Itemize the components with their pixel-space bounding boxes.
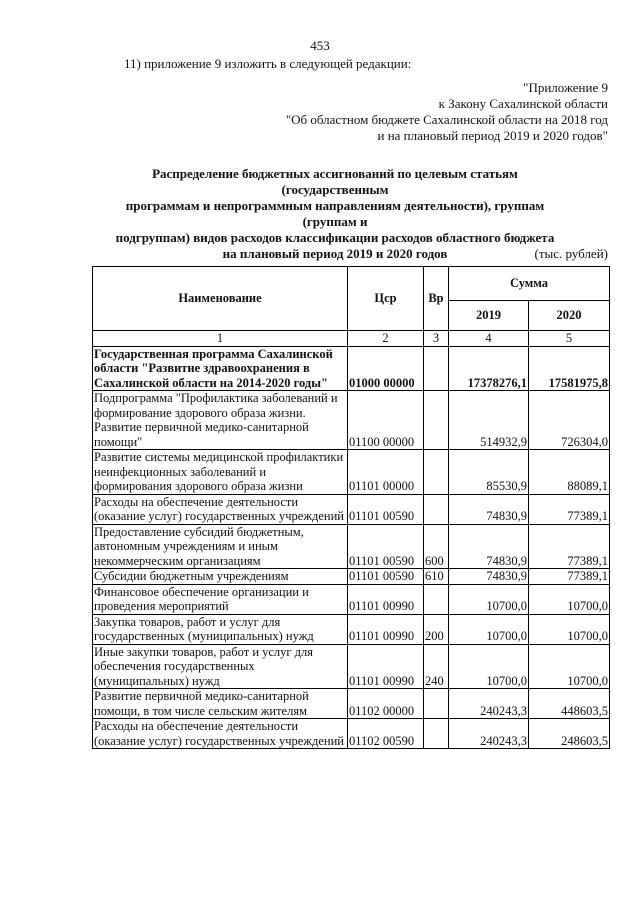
- row-csr-code: 01101 00990: [348, 644, 424, 689]
- row-amount-2019: 514932,9: [449, 391, 529, 450]
- table-row: [93, 614, 610, 644]
- row-name: Развитие первичной медико-санитарной помощи, в том числе сельским жителям: [93, 689, 348, 719]
- row-amount-2019: 74830,9: [449, 494, 529, 524]
- row-vr-code: 610: [424, 569, 449, 585]
- appendix-line: "Об областном бюджете Сахалинской области на 2018 год: [285, 112, 608, 127]
- row-csr-code: 01000 00000: [348, 346, 424, 391]
- table-row: [93, 450, 610, 495]
- header-year-2020: 2020: [529, 301, 610, 331]
- row-amount-2020: 77389,1: [529, 569, 610, 585]
- column-number: 3: [424, 331, 449, 347]
- header-vr: Вр: [424, 267, 449, 331]
- row-name: Расходы на обеспечение деятельности (оказание услуг) государственных учреждений: [93, 494, 348, 524]
- column-number: 2: [348, 331, 424, 347]
- header-sum: Сумма: [449, 267, 610, 301]
- row-vr-code: [424, 494, 449, 524]
- row-csr-code: 01102 00590: [348, 719, 424, 749]
- header-name: Наименование: [93, 267, 348, 331]
- table-row: [93, 584, 610, 614]
- row-vr-code: 600: [424, 524, 449, 569]
- document-title: [100, 166, 570, 262]
- row-csr-code: 01101 00590: [348, 569, 424, 585]
- row-csr-code: 01100 00000: [348, 391, 424, 450]
- row-vr-code: [424, 450, 449, 495]
- row-amount-2020: 77389,1: [529, 494, 610, 524]
- header-csr: Цср: [348, 267, 424, 331]
- row-amount-2020: 17581975,8: [529, 346, 610, 391]
- row-amount-2020: 248603,5: [529, 719, 610, 749]
- row-name: Расходы на обеспечение деятельности (оказание услуг) государственных учреждений: [93, 719, 348, 749]
- appendix-line: к Закону Сахалинской области: [438, 96, 608, 111]
- title-line: подгруппам) видов расходов классификации расходов областного бюджета: [115, 230, 555, 245]
- row-amount-2020: 726304,0: [529, 391, 610, 450]
- budget-table: [92, 266, 610, 749]
- row-vr-code: [424, 391, 449, 450]
- table-row: [93, 644, 610, 689]
- title-line: Распределение бюджетных ассигнований по целевым статьям (государственным: [152, 166, 518, 197]
- row-csr-code: 01101 00990: [348, 614, 424, 644]
- intro-text: 11) приложение 9 изложить в следующей редакции:: [124, 56, 412, 71]
- row-amount-2019: 85530,9: [449, 450, 529, 495]
- row-amount-2019: 240243,3: [449, 719, 529, 749]
- row-amount-2020: 448603,5: [529, 689, 610, 719]
- row-amount-2019: 74830,9: [449, 524, 529, 569]
- row-amount-2019: 240243,3: [449, 689, 529, 719]
- row-vr-code: [424, 719, 449, 749]
- row-amount-2020: 77389,1: [529, 524, 610, 569]
- row-csr-code: 01101 00990: [348, 584, 424, 614]
- page-number: 453: [310, 38, 330, 53]
- row-amount-2020: 88089,1: [529, 450, 610, 495]
- row-amount-2019: 17378276,1: [449, 346, 529, 391]
- column-number: 1: [93, 331, 348, 347]
- column-number-row: [93, 331, 610, 347]
- table-row: [93, 569, 610, 585]
- row-vr-code: 240: [424, 644, 449, 689]
- row-amount-2019: 74830,9: [449, 569, 529, 585]
- row-name: Развитие системы медицинской профилактики неинфекционных заболеваний и формирования здорового образа жизни: [93, 450, 348, 495]
- appendix-line: "Приложение 9: [523, 80, 608, 95]
- row-name: Субсидии бюджетным учреждениям: [93, 569, 348, 585]
- table-row: [93, 719, 610, 749]
- row-amount-2020: 10700,0: [529, 614, 610, 644]
- row-amount-2020: 10700,0: [529, 644, 610, 689]
- appendix-line: и на плановый период 2019 и 2020 годов": [377, 128, 608, 143]
- row-name: Подпрограмма "Профилактика заболеваний и формирование здорового образа жизни. Развитие первичной медико-санитарной помощи": [93, 391, 348, 450]
- table-row: [93, 689, 610, 719]
- row-name: Предоставление субсидий бюджетным, автономным учреждениям и иным некоммерческим организациям: [93, 524, 348, 569]
- table-row: [93, 346, 610, 391]
- row-amount-2019: 10700,0: [449, 644, 529, 689]
- row-vr-code: [424, 689, 449, 719]
- table-row: [93, 391, 610, 450]
- column-number: 4: [449, 331, 529, 347]
- row-vr-code: [424, 346, 449, 391]
- title-line: на плановый период 2019 и 2020 годов: [222, 246, 448, 261]
- title-line: программам и непрограммным направлениям деятельности), группам (группам и: [125, 198, 545, 229]
- row-csr-code: 01101 00590: [348, 524, 424, 569]
- appendix-reference: [286, 80, 608, 144]
- row-amount-2019: 10700,0: [449, 584, 529, 614]
- row-csr-code: 01101 00590: [348, 494, 424, 524]
- units-label: (тыс. рублей): [534, 246, 608, 261]
- table-row: [93, 524, 610, 569]
- row-amount-2020: 10700,0: [529, 584, 610, 614]
- row-vr-code: 200: [424, 614, 449, 644]
- table-body: [93, 346, 610, 749]
- row-vr-code: [424, 584, 449, 614]
- header-year-2019: 2019: [449, 301, 529, 331]
- column-number: 5: [529, 331, 610, 347]
- row-name: Финансовое обеспечение организации и проведения мероприятий: [93, 584, 348, 614]
- row-csr-code: 01101 00000: [348, 450, 424, 495]
- table-row: [93, 494, 610, 524]
- row-csr-code: 01102 00000: [348, 689, 424, 719]
- row-name: Иные закупки товаров, работ и услуг для обеспечения государственных (муниципальных) нужд: [93, 644, 348, 689]
- row-amount-2019: 10700,0: [449, 614, 529, 644]
- row-name: Закупка товаров, работ и услуг для государственных (муниципальных) нужд: [93, 614, 348, 644]
- row-name: Государственная программа Сахалинской области "Развитие здравоохранения в Сахалинской области на 2014-2020 годы": [93, 346, 348, 391]
